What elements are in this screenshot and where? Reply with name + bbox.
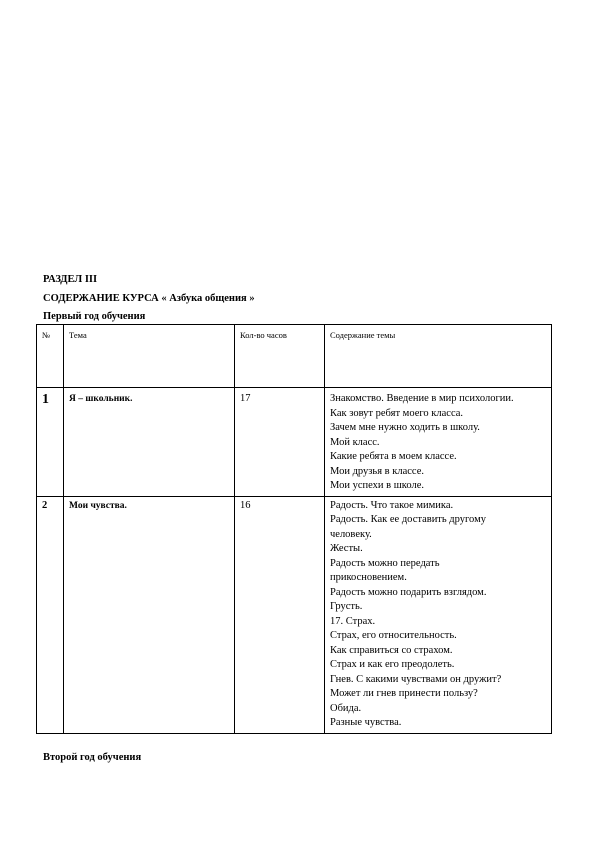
content-line: Мой класс. <box>330 436 380 448</box>
content-line: Может ли гнев принести пользу? <box>330 688 478 699</box>
row-topic: Я – школьник. <box>64 388 235 497</box>
content-line: Знакомство. Введение в мир психологии. <box>330 393 514 404</box>
table-row <box>37 388 552 497</box>
content-line: Страх, его относительность. <box>330 630 457 641</box>
content-line: Зачем мне нужно ходить в школу. <box>330 422 480 433</box>
course-table <box>36 324 552 734</box>
content-line: Разные чувства. <box>330 717 402 728</box>
content-line: Обида. <box>330 702 362 714</box>
row-num: 2 <box>37 496 64 733</box>
content-line: прикосновением. <box>330 572 407 583</box>
header-topic: Тема <box>64 325 235 388</box>
content-line: Какие ребята в моем классе. <box>330 451 457 462</box>
content-line: Мои успехи в школе. <box>330 480 424 491</box>
content-line: Как зовут ребят моего класса. <box>330 407 464 419</box>
row-hours: 16 <box>235 496 325 733</box>
content-line: человеку. <box>330 528 372 540</box>
row-content <box>325 496 552 733</box>
section-title: РАЗДЕЛ III <box>43 274 98 285</box>
content-line: Как справиться со страхом. <box>330 644 453 656</box>
content-line: Радость. Что такое мимика. <box>330 499 454 511</box>
row-topic: Мои чувства. <box>64 496 235 733</box>
content-line: Грусть. <box>330 601 363 612</box>
header-hours: Кол-во часов <box>235 325 325 388</box>
content-line: Мои друзья в классе. <box>330 465 424 477</box>
row-content <box>325 388 552 497</box>
table-row <box>37 496 552 733</box>
row-hours: 17 <box>235 388 325 497</box>
year1-title: Первый год обучения <box>43 311 146 322</box>
content-line: Гнев. С какими чувствами он дружит? <box>330 673 502 685</box>
course-title: СОДЕРЖАНИЕ КУРСА « Азбука общения » <box>43 293 255 304</box>
content-line: Радость можно передать <box>330 557 440 569</box>
header-num: № <box>37 325 64 388</box>
content-line: Радость. Как ее доставить другому <box>330 514 487 525</box>
content-line: 17. Страх. <box>330 615 376 627</box>
table-header-row <box>37 325 552 388</box>
row-num: 1 <box>37 388 64 497</box>
content-line: Жесты. <box>330 543 363 554</box>
header-content: Содержание темы <box>325 325 552 388</box>
content-line: Радость можно подарить взглядом. <box>330 586 487 598</box>
year2-title: Второй год обучения <box>43 752 142 763</box>
content-line: Страх и как его преодолеть. <box>330 659 455 670</box>
